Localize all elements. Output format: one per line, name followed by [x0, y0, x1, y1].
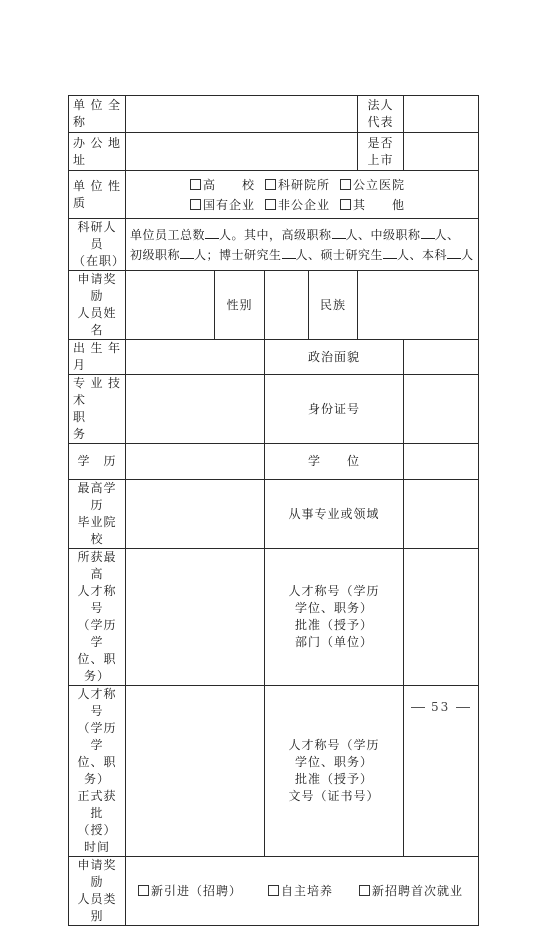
option-self-trained[interactable]: 自主培养	[268, 883, 333, 900]
option-state-enterprise[interactable]: 国有企业	[190, 195, 255, 215]
option-university[interactable]: 高 校	[190, 175, 255, 195]
label-birth-date: 出生年月	[69, 340, 126, 375]
staff-counts: 单位员工总数 人。其中，高级职称 人、中级职称 人、 初级职称 人；博士研究生 人、硕士研究生 人、本科 人	[126, 219, 479, 271]
label-researchers: 科研人员 （在职）	[69, 219, 126, 271]
checkbox-icon[interactable]	[268, 885, 279, 896]
option-private-enterprise[interactable]: 非公企业	[265, 195, 330, 215]
label-id-number: 身份证号	[265, 375, 404, 444]
label-office-address: 办公地址	[69, 133, 126, 171]
field-ethnicity[interactable]	[358, 271, 479, 340]
label-legal-rep: 法人代表	[358, 96, 404, 133]
field-office-address[interactable]	[126, 133, 358, 171]
label-degree: 学 位	[265, 444, 404, 480]
label-ethnicity: 民族	[309, 271, 358, 340]
field-gender[interactable]	[265, 271, 309, 340]
field-birth-date[interactable]	[126, 340, 265, 375]
field-highest-talent-title[interactable]	[126, 549, 265, 686]
label-unit-nature: 单位性质	[69, 171, 126, 219]
label-unit-name: 单位全称	[69, 96, 126, 133]
label-field-of-work: 从事专业或领域	[265, 480, 404, 549]
label-political-status: 政治面貌	[265, 340, 404, 375]
checkbox-icon[interactable]	[265, 199, 276, 210]
applicant-category-options	[126, 857, 479, 926]
application-form-table	[68, 95, 479, 926]
page-dash-left	[411, 707, 425, 708]
field-unit-name[interactable]	[126, 96, 358, 133]
label-applicant-name: 申请奖励 人员姓名	[69, 271, 126, 340]
field-approving-department[interactable]	[404, 549, 479, 686]
label-highest-talent-title: 所获最高 人才称号 （学历学 位、职务）	[69, 549, 126, 686]
label-gender: 性别	[215, 271, 265, 340]
blank-bachelor[interactable]	[447, 258, 461, 259]
page-number: 53	[405, 700, 476, 714]
option-research-institute[interactable]: 科研院所	[265, 175, 330, 195]
checkbox-icon[interactable]	[138, 885, 149, 896]
label-document-number: 人才称号（学历 学位、职务） 批准（授予） 文号（证书号）	[265, 686, 404, 857]
label-education: 学 历	[69, 444, 126, 480]
label-title-approval-time: 人才称号 （学历学 位、职务） 正式获批 （授）时间	[69, 686, 126, 857]
field-listed[interactable]	[404, 133, 479, 171]
field-applicant-name[interactable]	[126, 271, 215, 340]
field-political-status[interactable]	[404, 340, 479, 375]
blank-senior-title[interactable]	[332, 238, 346, 239]
label-approving-department: 人才称号（学历 学位、职务） 批准（授予） 部门（单位）	[265, 549, 404, 686]
field-field-of-work[interactable]	[404, 480, 479, 549]
field-title-approval-time[interactable]	[126, 686, 265, 857]
field-professional-title[interactable]	[126, 375, 265, 444]
label-applicant-category: 申请奖励 人员类别	[69, 857, 126, 926]
blank-junior-title[interactable]	[180, 258, 194, 259]
field-id-number[interactable]	[404, 375, 479, 444]
field-graduate-school[interactable]	[126, 480, 265, 549]
field-legal-rep[interactable]	[404, 96, 479, 133]
field-education[interactable]	[126, 444, 265, 480]
checkbox-icon[interactable]	[190, 179, 201, 190]
label-listed: 是否上市	[358, 133, 404, 171]
checkbox-icon[interactable]	[265, 179, 276, 190]
checkbox-icon[interactable]	[190, 199, 201, 210]
page-dash-right	[456, 707, 470, 708]
field-degree[interactable]	[404, 444, 479, 480]
checkbox-icon[interactable]	[340, 179, 351, 190]
option-public-hospital[interactable]: 公立医院	[340, 175, 405, 195]
checkbox-icon[interactable]	[340, 199, 351, 210]
unit-nature-options	[126, 171, 479, 219]
label-professional-title: 专业技术 职 务	[69, 375, 126, 444]
checkbox-icon[interactable]	[359, 885, 370, 896]
blank-master[interactable]	[383, 258, 397, 259]
blank-phd[interactable]	[282, 258, 296, 259]
label-graduate-school: 最高学历 毕业院校	[69, 480, 126, 549]
option-other[interactable]: 其 他	[340, 195, 405, 215]
blank-total-staff[interactable]	[205, 238, 219, 239]
blank-mid-title[interactable]	[421, 238, 435, 239]
option-new-hire[interactable]: 新引进（招聘）	[138, 883, 242, 900]
option-first-employment[interactable]: 新招聘首次就业	[359, 883, 463, 900]
